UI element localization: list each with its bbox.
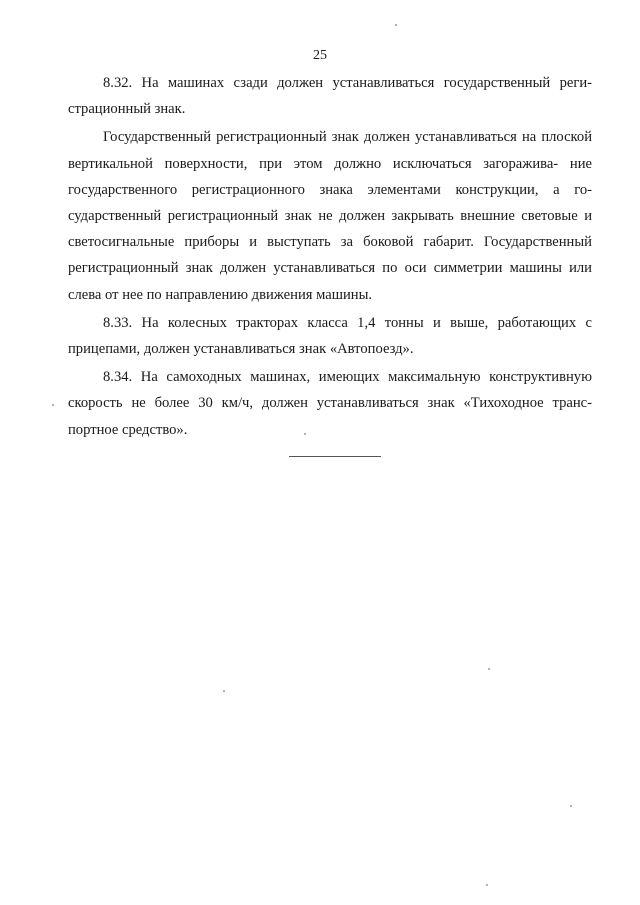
paragraph-8-33	[68, 310, 592, 362]
paragraph-registration-sign	[68, 124, 592, 307]
text-line: 8.34. На самоходных машинах, имеющих максимальную конструктивную	[103, 369, 592, 386]
text-line: ние государственного регистрационного знака элементами конструкции, а го-	[68, 155, 593, 198]
scan-speck	[488, 668, 490, 670]
scan-speck	[486, 884, 488, 886]
paragraph-8-34	[68, 364, 592, 443]
text-line: и светосигнальные приборы и выступать за боковой габарит. Государственный	[68, 208, 592, 251]
end-of-text-rule	[289, 456, 381, 457]
text-line: слева от нее по направлению движения машины.	[68, 286, 373, 303]
scan-speck	[570, 805, 572, 807]
text-line: прицепами, должен устанавливаться знак «Автопоезд».	[68, 341, 414, 358]
text-line: регистрационный знак должен устанавливаться по оси симметрии машины или	[68, 260, 592, 277]
scan-speck	[304, 433, 306, 435]
text-line: 8.33. На колесных тракторах класса 1,4 тонны и выше, работающих с	[103, 314, 592, 331]
text-line: сударственный регистрационный знак не должен закрывать внешние световые	[68, 208, 578, 225]
text-line: скорость не более 30 км/ч, должен устанавливаться знак «Тихоходное транс-	[68, 395, 592, 412]
document-body	[68, 70, 592, 443]
text-line: плоской вертикальной поверхности, при этом должно исключаться загоражива-	[68, 129, 592, 172]
text-line: Государственный регистрационный знак должен устанавливаться на	[103, 129, 537, 146]
scan-speck	[395, 24, 397, 26]
text-line: 8.32. На машинах сзади должен устанавливаться государственный реги-	[103, 75, 592, 91]
scan-speck	[223, 690, 225, 692]
page-number: 25	[313, 48, 327, 63]
scan-speck	[52, 404, 54, 406]
paragraph-8-32	[68, 70, 592, 122]
text-line: страционный знак.	[68, 101, 186, 118]
text-line: портное средство».	[68, 421, 188, 438]
